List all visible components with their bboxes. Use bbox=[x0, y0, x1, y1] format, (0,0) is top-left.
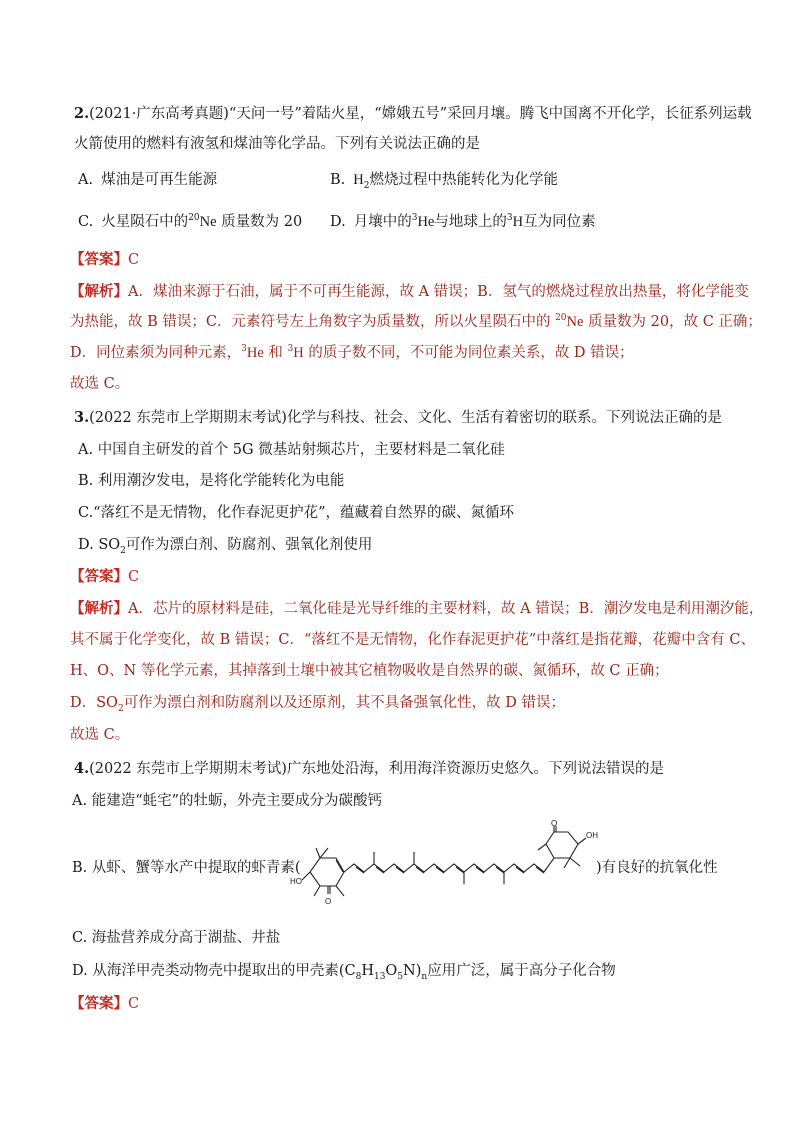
q4-option-a: A. 能建造“蚝宅”的牡蛎，外壳主要成分为碳酸钙 bbox=[72, 793, 383, 809]
q3-explanation-line4: D．$SO_2$可作为漂白剂和防腐剂以及还原剂，其不具备强氧化性，故 D 错误； bbox=[70, 695, 566, 714]
oh-left-label: HO bbox=[290, 877, 302, 886]
q4-option-b-prefix: B. 从虾、蟹等水产中提取的虾青素( bbox=[72, 860, 301, 876]
q4-answer: 【答案】C bbox=[70, 995, 140, 1012]
right-ring bbox=[544, 832, 578, 872]
q4-option-c: C. 海盐营养成分高于湖盐、井盐 bbox=[72, 930, 281, 946]
q3-explanation-line2: 其不属于化学变化，故 B 错误；C．“落红不是无情物，化作春泥更护花”中落红是指花瓣，花瓣中含有 C、 bbox=[70, 632, 755, 648]
astaxanthin-structure-svg bbox=[288, 819, 598, 912]
oh-right-label: OH bbox=[586, 831, 598, 840]
q3-answer: 【答案】C bbox=[70, 568, 140, 585]
q4-option-b-suffix: )有良好的抗氧化性 bbox=[596, 860, 718, 876]
q3-explanation-line1: 【解析】A．芯片的原材料是硅，二氧化硅是光导纤维的主要材料，故 A 错误；B．潮汐发电是利用潮汐能， bbox=[70, 600, 764, 617]
q3-option-c: C.“落红不是无情物，化作春泥更护花”，蕴藏着自然界的碳、氮循环 bbox=[78, 505, 515, 521]
q2-explanation-line1: 【解析】A．煤油来源于石油，属于不可再生能源，故 A 错误；B．氢气的燃烧过程放出热量，将化学能变 bbox=[70, 283, 749, 300]
q2-option-d: D. 月壤中的$^3$He与地球上的$^3$H互为同位素 bbox=[330, 213, 596, 230]
o-left-label: O bbox=[325, 897, 332, 906]
q3-option-d: D. $SO_2$可作为漂白剂、防腐剂、强氧化剂使用 bbox=[78, 537, 373, 556]
polyene-chain bbox=[344, 864, 544, 872]
q2-explanation-line3: D．同位素须为同种元素，$^3$He 和 $^3$H 的质子数不同，不可能为同位素关系，故 D 错误； bbox=[70, 344, 634, 361]
q3-number: 3. bbox=[74, 409, 90, 426]
o-right-label: O bbox=[551, 819, 558, 828]
q2-stem-line2: 火箭使用的燃料有液氢和煤油等化学品。下列有关说法正确的是 bbox=[74, 136, 480, 152]
q3-explanation-line3: H、O、N 等化学元素，其掉落到土壤中被其它植物吸收是自然界的碳、氮循环，故 C 正确； bbox=[70, 663, 669, 679]
q2-explanation-line2: 为热能，故 B 错误；C．元素符号左上角数字为质量数，所以火星陨石中的 $^{20}$Ne 质量数为 20，故 C 正确； bbox=[70, 313, 762, 330]
q2-option-c: C. 火星陨石中的$^{20}$Ne 质量数为 20 bbox=[78, 213, 303, 230]
astaxanthin-structure-diagram bbox=[288, 819, 598, 912]
q4-option-d: D. 从海洋甲壳类动物壳中提取出的甲壳素$(C_8H_{13}O_5N)_n$应用广泛，属于高分子化合物 bbox=[72, 963, 616, 982]
q4-stem: 4.(2022 东莞市上学期期末考试)广东地处沿海，利用海洋资源历史悠久。下列说法错误的是 bbox=[74, 760, 664, 777]
q2-option-b: B. $H_2$燃烧过程中热能转化为化学能 bbox=[330, 172, 558, 191]
q3-option-a: A. 中国自主研发的首个 5G 微基站射频芯片，主要材料是二氧化硅 bbox=[78, 442, 505, 458]
q3-stem: 3.(2022 东莞市上学期期末考试)化学与科技、社会、文化、生活有着密切的联系。下列说法正确的是 bbox=[74, 409, 722, 426]
q2-option-a: A. 煤油是可再生能源 bbox=[78, 172, 218, 188]
q3-option-b: B. 利用潮汐发电，是将化学能转化为电能 bbox=[78, 473, 345, 489]
q2-number: 2. bbox=[74, 105, 90, 122]
left-ring bbox=[310, 858, 344, 886]
q4-number: 4. bbox=[74, 760, 90, 777]
q2-explanation-line4: 故选 C。 bbox=[70, 376, 130, 392]
q2-stem-text: (2021·广东高考真题)“天问一号”着陆火星，“嫦娥五号”采回月壤。腾飞中国离不开化学，长征系列运载 bbox=[89, 106, 752, 122]
q3-explanation-line5: 故选 C。 bbox=[70, 727, 130, 743]
q2-answer: 【答案】C bbox=[70, 251, 140, 268]
q2-stem-line1 bbox=[74, 104, 752, 124]
